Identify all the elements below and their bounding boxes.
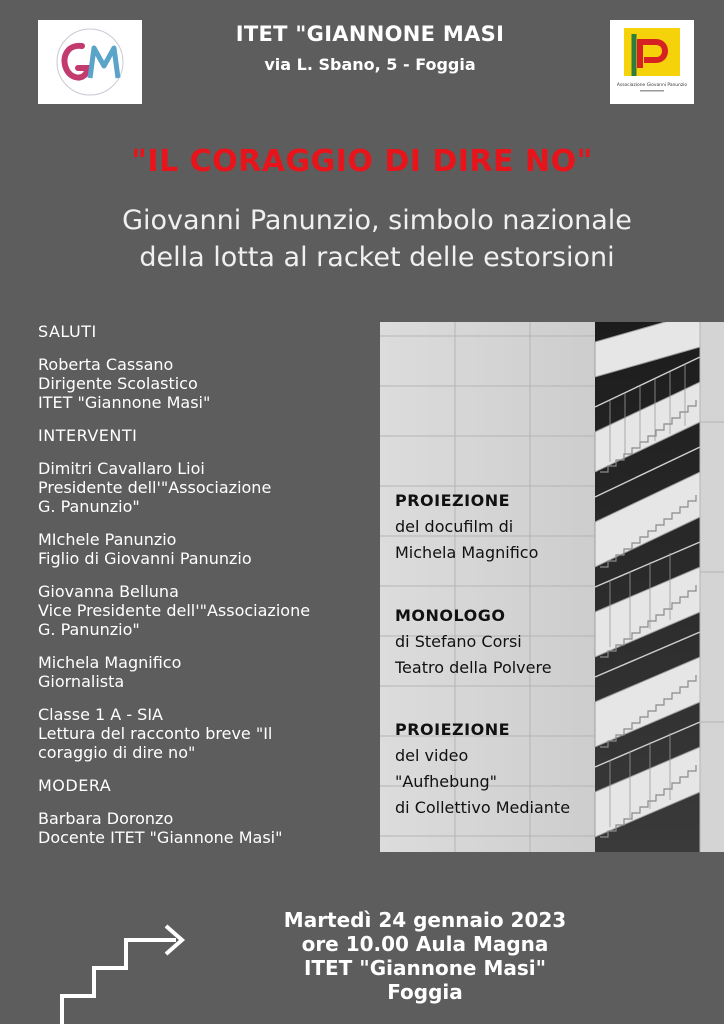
- school-name: ITET "GIANNONE MASI: [235, 22, 505, 46]
- subtitle-line: Giovanni Panunzio, simbolo nazionale: [122, 205, 632, 236]
- speaker-block: [38, 355, 378, 412]
- speaker-block: [38, 705, 378, 762]
- event-title: "IL CORAGGIO DI DIRE NO": [131, 144, 593, 179]
- section-heading-saluti: SALUTI: [38, 322, 97, 341]
- activity-block: [395, 717, 610, 821]
- speaker-line: Presidente dell'"Associazione: [38, 478, 272, 497]
- speaker-line: G. Panunzio": [38, 620, 140, 639]
- activity-line: "Aufhebung": [395, 772, 498, 791]
- section-heading-interventi: INTERVENTI: [38, 426, 138, 445]
- school-address: via L. Sbano, 5 - Foggia: [264, 55, 476, 74]
- school-logo: [38, 20, 142, 104]
- speaker-block: [38, 653, 378, 691]
- event-subtitle: [30, 202, 724, 276]
- association-logo: [610, 20, 694, 104]
- speaker-block: [38, 530, 378, 568]
- subtitle-line: della lotta al racket delle estorsioni: [139, 242, 615, 273]
- activity-title: PROIEZIONE: [395, 491, 511, 510]
- event-venue: ITET "Giannone Masi": [303, 956, 547, 980]
- association-logo-caption: Associazione Giovanni Panunzio: [616, 83, 688, 88]
- activity-title: MONOLOGO: [395, 606, 506, 625]
- activity-line: Michela Magnifico: [395, 543, 539, 562]
- speaker-line: ITET "Giannone Masi": [38, 393, 211, 412]
- speaker-line: Dimitri Cavallaro Lioi: [38, 459, 205, 478]
- speaker-line: Roberta Cassano: [38, 355, 174, 374]
- event-time-place: ore 10.00 Aula Magna: [301, 932, 549, 956]
- event-date: Martedì 24 gennaio 2023: [283, 908, 567, 932]
- speaker-line: Classe 1 A - SIA: [38, 705, 163, 724]
- event-city: Foggia: [387, 980, 463, 1004]
- speaker-line: Lettura del racconto breve "Il: [38, 724, 273, 743]
- activity-title: PROIEZIONE: [395, 720, 511, 739]
- speaker-line: G. Panunzio": [38, 497, 140, 516]
- speaker-block: [38, 809, 378, 847]
- event-info: [230, 908, 620, 1004]
- speaker-line: MIchele Panunzio: [38, 530, 177, 549]
- speaker-line: Giornalista: [38, 672, 125, 691]
- speaker-line: Docente ITET "Giannone Masi": [38, 828, 283, 847]
- activity-block: [395, 488, 610, 566]
- section-heading-modera: MODERA: [38, 776, 112, 795]
- activity-line: di Collettivo Mediante: [395, 798, 571, 817]
- program-list: [38, 322, 378, 861]
- speaker-line: Giovanna Belluna: [38, 582, 179, 601]
- activity-line: del docufilm di: [395, 517, 514, 536]
- speaker-block: [38, 582, 378, 639]
- activity-line: del video: [395, 746, 469, 765]
- speaker-block: [38, 459, 378, 516]
- speaker-line: coraggio di dire no": [38, 743, 196, 762]
- speaker-line: Michela Magnifico: [38, 653, 182, 672]
- activity-line: di Stefano Corsi: [395, 632, 522, 651]
- speaker-line: Vice Presidente dell'"Associazione: [38, 601, 311, 620]
- speaker-line: Figlio di Giovanni Panunzio: [38, 549, 252, 568]
- activity-block: [395, 603, 610, 681]
- stairs-arrow-icon: [0, 900, 200, 1024]
- speaker-line: Dirigente Scolastico: [38, 374, 198, 393]
- activity-line: Teatro della Polvere: [395, 658, 552, 677]
- speaker-line: Barbara Doronzo: [38, 809, 174, 828]
